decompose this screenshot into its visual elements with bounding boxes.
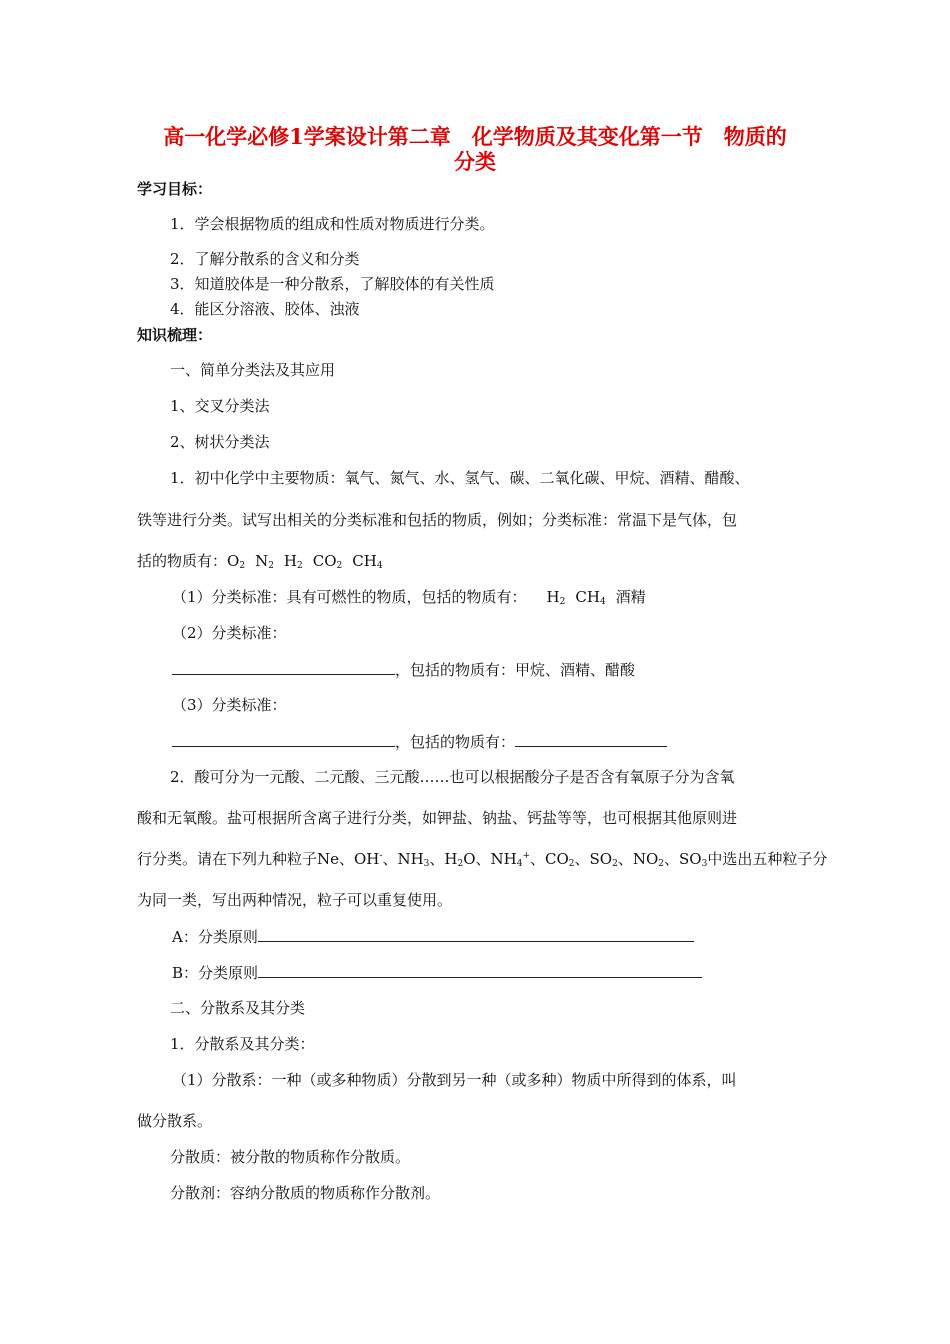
principle-a: A：分类原则 (172, 925, 694, 947)
paragraph: 分散剂：容纳分散质的物质称作分散剂。 (170, 1184, 441, 1202)
paragraph: 1．分散系及其分类： (170, 1035, 315, 1053)
paragraph: 分散质：被分散的物质称作分散质。 (170, 1148, 411, 1166)
answer-blank[interactable] (258, 961, 702, 978)
section-heading: 二、分散系及其分类 (170, 999, 306, 1017)
subsection-heading: 1、交叉分类法 (170, 397, 270, 415)
paragraph: （1）分散系：一种（或多种物质）分散到另一种（或多种）物质中所得到的体系，叫 (172, 1071, 737, 1089)
paragraph: 做分散系。 (137, 1112, 213, 1130)
classification-3-answer: ，包括的物质有： (172, 730, 667, 752)
answer-blank[interactable] (515, 730, 667, 747)
question-1-text: 铁等进行分类。试写出相关的分类标准和包括的物质，例如；分类标准：常温下是气体，包 (137, 511, 738, 529)
classification-2-answer: ，包括的物质有：甲烷、酒精、醋酸 (172, 658, 635, 680)
goal-item: 1．学会根据物质的组成和性质对物质进行分类。 (170, 215, 495, 233)
goal-item: 3．知道胶体是一种分散系，了解胶体的有关性质 (170, 275, 495, 293)
goal-item: 4．能区分溶液、胶体、浊液 (170, 300, 360, 318)
principle-b: B：分类原则 (172, 961, 702, 983)
classification-2-label: （2）分类标准： (172, 624, 287, 642)
goal-item: 2．了解分散系的含义和分类 (170, 250, 360, 268)
question-2-text: 为同一类，写出两种情况，粒子可以重复使用。 (137, 891, 453, 909)
goals-heading: 学习目标： (137, 180, 213, 198)
document-title-line1: 高一化学必修1学案设计第二章 化学物质及其变化第一节 物质的 (163, 124, 787, 149)
section-heading: 一、简单分类法及其应用 (170, 361, 336, 379)
question-2-text: 2．酸可分为一元酸、二元酸、三元酸……也可以根据酸分子是否含有氧原子分为含氧 (170, 768, 735, 786)
question-1-example: 括的物质有：$O_2$ $N_2$ $H_2$ $CO_2$ $CH_4$ (137, 552, 383, 571)
classification-3-label: （3）分类标准： (172, 696, 287, 714)
answer-blank[interactable] (172, 730, 395, 747)
question-2-text: 酸和无氧酸。盐可根据所含离子进行分类，如钾盐、钠盐、钙盐等等，也可根据其他原则进 (137, 809, 738, 827)
knowledge-heading: 知识梳理： (137, 326, 213, 344)
answer-blank[interactable] (258, 925, 694, 942)
answer-blank[interactable] (172, 658, 395, 675)
document-title-line2: 分类 (454, 149, 496, 174)
question-1-text: 1．初中化学中主要物质：氧气、氮气、水、氢气、碳、二氧化碳、甲烷、酒精、醋酸、 (170, 469, 750, 487)
classification-1: （1）分类标准：具有可燃性的物质，包括的物质有： $H_2$ $CH_4$ 酒精 (172, 588, 646, 607)
question-2-particles: 行分类。请在下列九种粒子Ne、OH-、$NH_3$、$H_2O$、$NH_4^+$、$CO_2$、$SO_2$、$NO_2$、$SO_3$中选出五种粒子分 (137, 850, 828, 869)
subsection-heading: 2、树状分类法 (170, 433, 270, 451)
